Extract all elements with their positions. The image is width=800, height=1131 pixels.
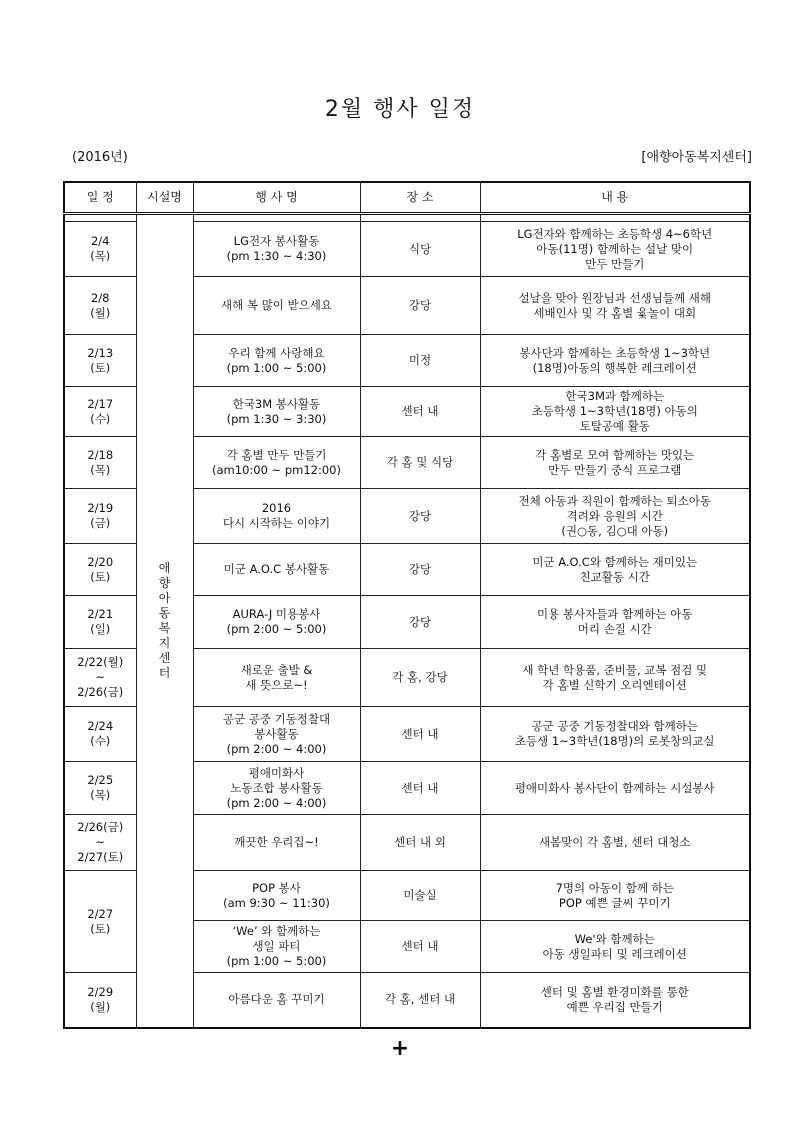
header-place: 장 소 [360, 182, 480, 214]
header-spacer-row [64, 214, 750, 222]
place-cell: 센터 내 외 [360, 815, 480, 871]
event-cell: 각 홈별 만두 만들기 (am10:00 ~ pm12:00) [193, 437, 360, 489]
content-cell: 센터 및 홈별 환경미화를 통한 예쁜 우리집 만들기 [480, 973, 750, 1028]
date-cell: 2/17 (수) [64, 387, 136, 437]
place-cell: 센터 내 [360, 707, 480, 762]
event-cell: 미군 A.O.C 봉사활동 [193, 544, 360, 596]
place-cell: 각 홈 및 식당 [360, 437, 480, 489]
date-cell: 2/26(금) ~ 2/27(토) [64, 815, 136, 871]
place-cell: 센터 내 [360, 921, 480, 973]
place-cell: 미정 [360, 335, 480, 387]
event-cell: ‘We’ 와 함께하는 생일 파티 (pm 1:00 ~ 5:00) [193, 921, 360, 973]
facility-name-cell: 애 향 아 동 복 지 센 터 [136, 214, 193, 1028]
event-cell: 공군 공중 기동정찰대 봉사활동 (pm 2:00 ~ 4:00) [193, 707, 360, 762]
place-cell: 강당 [360, 277, 480, 335]
event-cell: 아름다운 홈 꾸미기 [193, 973, 360, 1028]
date-cell: 2/8 (월) [64, 277, 136, 335]
page-title: 2월 행사 일정 [324, 97, 476, 122]
content-cell: LG전자와 함께하는 초등학생 4~6학년 아동(11명) 함께하는 설날 맞이 만두 만들기 [480, 222, 750, 277]
date-cell: 2/19 (금) [64, 489, 136, 544]
event-cell: LG전자 봉사활동 (pm 1:30 ~ 4:30) [193, 222, 360, 277]
content-cell: 7명의 아동이 함께 하는 POP 예쁜 글씨 꾸미기 [480, 871, 750, 921]
place-cell: 미술실 [360, 871, 480, 921]
header-date: 일 정 [64, 182, 136, 214]
event-cell: 평애미화사 노동조합 봉사활동 (pm 2:00 ~ 4:00) [193, 762, 360, 815]
date-cell: 2/29 (월) [64, 973, 136, 1028]
content-cell: 전체 아동과 직원이 함께하는 퇴소아동 격려와 응원의 시간 (권○동, 김○대 아동) [480, 489, 750, 544]
year-label: (2016년) [72, 150, 128, 165]
place-cell: 강당 [360, 544, 480, 596]
event-cell: 한국3M 봉사활동 (pm 1:30 ~ 3:30) [193, 387, 360, 437]
event-cell: 새로운 출발 & 새 뜻으로~! [193, 649, 360, 707]
event-cell: 2016 다시 시작하는 이야기 [193, 489, 360, 544]
place-cell: 강당 [360, 489, 480, 544]
header-content: 내 용 [480, 182, 750, 214]
event-schedule-table [63, 181, 751, 1029]
date-cell: 2/25 (목) [64, 762, 136, 815]
content-cell: 평애미화사 봉사단이 함께하는 시설봉사 [480, 762, 750, 815]
date-cell: 2/27 (토) [64, 871, 136, 973]
date-cell: 2/18 (목) [64, 437, 136, 489]
date-cell: 2/24 (수) [64, 707, 136, 762]
event-cell: 깨끗한 우리집~! [193, 815, 360, 871]
header-facility: 시설명 [136, 182, 193, 214]
content-cell: 새봄맞이 각 홈별, 센터 대청소 [480, 815, 750, 871]
content-cell: 미용 봉사자들과 함께하는 아동 머리 손질 시간 [480, 596, 750, 649]
date-cell: 2/21 (일) [64, 596, 136, 649]
date-cell: 2/4 (목) [64, 222, 136, 277]
event-cell: POP 봉사 (am 9:30 ~ 11:30) [193, 871, 360, 921]
event-cell: 새해 복 많이 받으세요 [193, 277, 360, 335]
content-cell: 설날을 맞아 원장님과 선생님들께 새해 세배인사 및 각 홈별 윷놀이 대회 [480, 277, 750, 335]
content-cell: 봉사단과 함께하는 초등학생 1~3학년 (18명)아동의 행복한 레크레이션 [480, 335, 750, 387]
place-cell: 강당 [360, 596, 480, 649]
event-cell: 우리 함께 사랑해요 (pm 1:00 ~ 5:00) [193, 335, 360, 387]
content-cell: 미군 A.O.C와 함께하는 재미있는 친교활동 시간 [480, 544, 750, 596]
plus-mark: + [390, 1036, 410, 1061]
date-cell: 2/20 (토) [64, 544, 136, 596]
content-cell: 한국3M과 함께하는 초등학생 1~3학년(18명) 아동의 토탈공예 활동 [480, 387, 750, 437]
content-cell: 새 학년 학용품, 준비물, 교복 점검 및 각 홈별 신학기 오리엔테이션 [480, 649, 750, 707]
content-cell: We'와 함께하는 아동 생일파티 및 레크레이션 [480, 921, 750, 973]
date-cell: 2/22(월) ~ 2/26(금) [64, 649, 136, 707]
place-cell: 각 홈, 강당 [360, 649, 480, 707]
event-cell: AURA-J 미용봉사 (pm 2:00 ~ 5:00) [193, 596, 360, 649]
content-cell: 공군 공중 기동정찰대와 함께하는 초등생 1~3학년(18명)의 로봇창의교실 [480, 707, 750, 762]
header-event: 행 사 명 [193, 182, 360, 214]
place-cell: 센터 내 [360, 387, 480, 437]
content-cell: 각 홈별로 모여 함께하는 맛있는 만두 만들기 중식 프로그램 [480, 437, 750, 489]
place-cell: 각 홈, 센터 내 [360, 973, 480, 1028]
table-header-row [64, 182, 750, 214]
place-cell: 식당 [360, 222, 480, 277]
organization-label: [애향아동복지센터] [641, 150, 752, 165]
place-cell: 센터 내 [360, 762, 480, 815]
date-cell: 2/13 (토) [64, 335, 136, 387]
